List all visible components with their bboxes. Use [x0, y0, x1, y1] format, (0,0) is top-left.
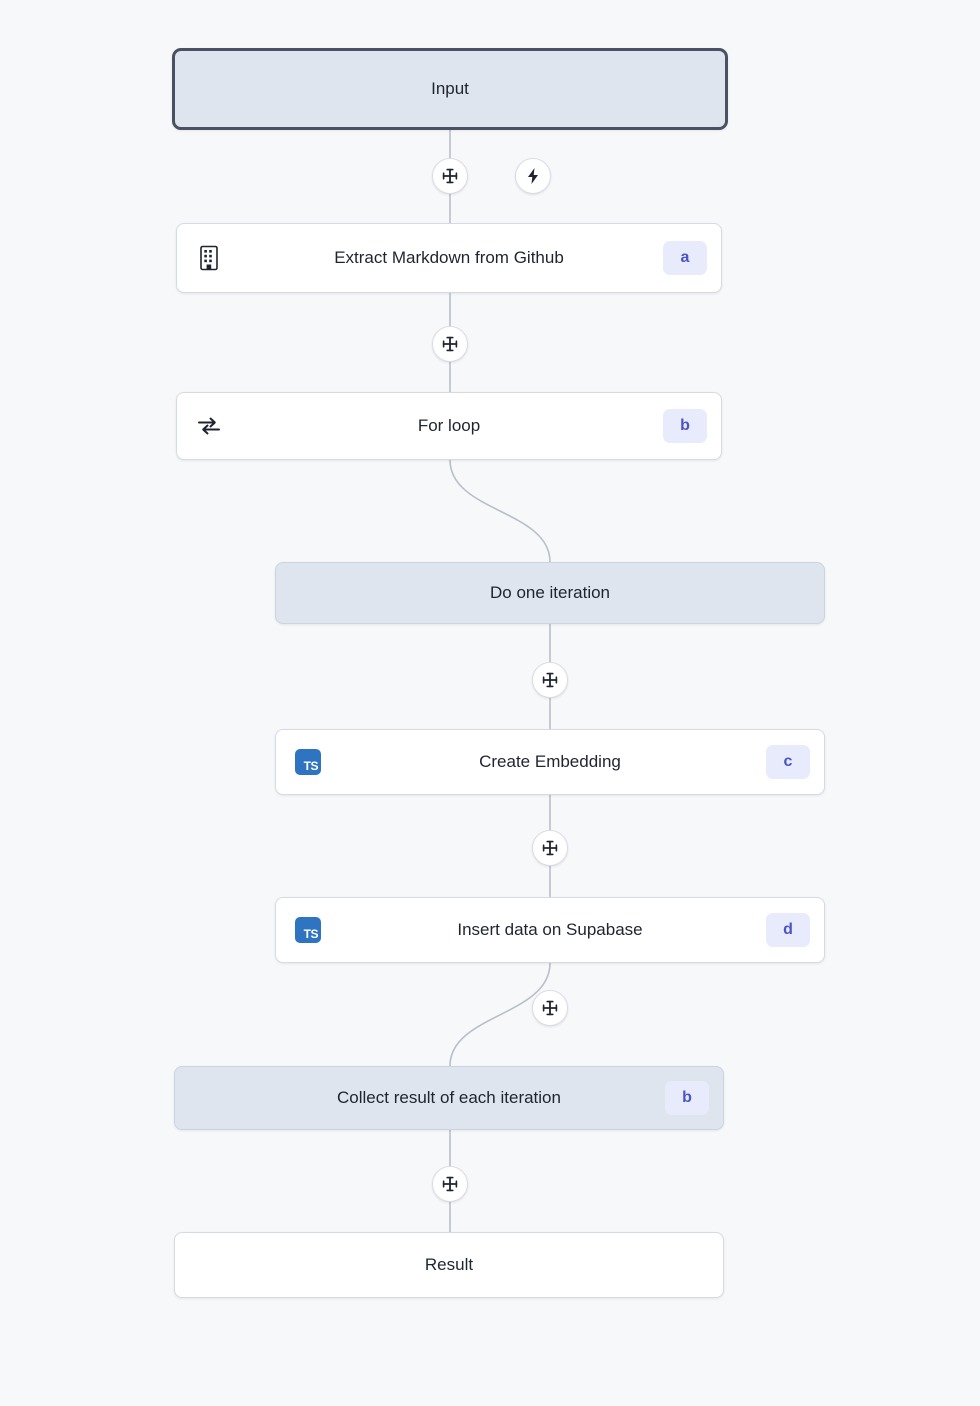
node-for-loop[interactable] [176, 392, 722, 460]
node-for-loop-tag: b [663, 409, 707, 443]
node-insert-data-tag: d [766, 913, 810, 947]
node-result[interactable] [174, 1232, 724, 1298]
node-collect-result-of-each-iteration[interactable] [174, 1066, 724, 1130]
node-collect-result-tag: b [665, 1081, 709, 1115]
loop-icon [195, 412, 223, 440]
node-insert-data-label: Insert data on Supabase [457, 919, 643, 939]
add-step-button[interactable] [432, 1166, 468, 1202]
typescript-icon: TS [294, 748, 322, 776]
plus-icon [541, 999, 559, 1017]
node-do-one-iteration[interactable] [275, 562, 825, 624]
node-input-label: Input [431, 78, 469, 98]
plus-icon [441, 1175, 459, 1193]
add-step-button[interactable] [432, 158, 468, 194]
node-create-embedding-tag: c [766, 745, 810, 779]
add-step-button[interactable] [532, 662, 568, 698]
plus-icon [441, 167, 459, 185]
node-do-one-iteration-label: Do one iteration [489, 582, 611, 602]
typescript-icon: TS [294, 916, 322, 944]
node-input[interactable] [172, 48, 728, 130]
node-extract-markdown-tag: a [663, 241, 707, 275]
add-step-button[interactable] [432, 326, 468, 362]
node-collect-result-label: Collect result of each iteration [337, 1087, 561, 1107]
bolt-icon [525, 167, 541, 185]
node-insert-data-on-supabase[interactable] [275, 897, 825, 963]
building-icon [195, 244, 223, 272]
plus-icon [541, 839, 559, 857]
trigger-button[interactable] [515, 158, 551, 194]
node-extract-markdown-from-github[interactable] [176, 223, 722, 293]
node-extract-markdown-label: Extract Markdown from Github [334, 247, 564, 267]
plus-icon [541, 671, 559, 689]
add-step-button[interactable] [532, 990, 568, 1026]
node-create-embedding-label: Create Embedding [479, 751, 621, 771]
edge-forloop-iteration [450, 460, 550, 562]
node-create-embedding[interactable] [275, 729, 825, 795]
add-step-button[interactable] [532, 830, 568, 866]
node-for-loop-label: For loop [417, 415, 481, 435]
plus-icon [441, 335, 459, 353]
node-result-label: Result [424, 1254, 474, 1274]
